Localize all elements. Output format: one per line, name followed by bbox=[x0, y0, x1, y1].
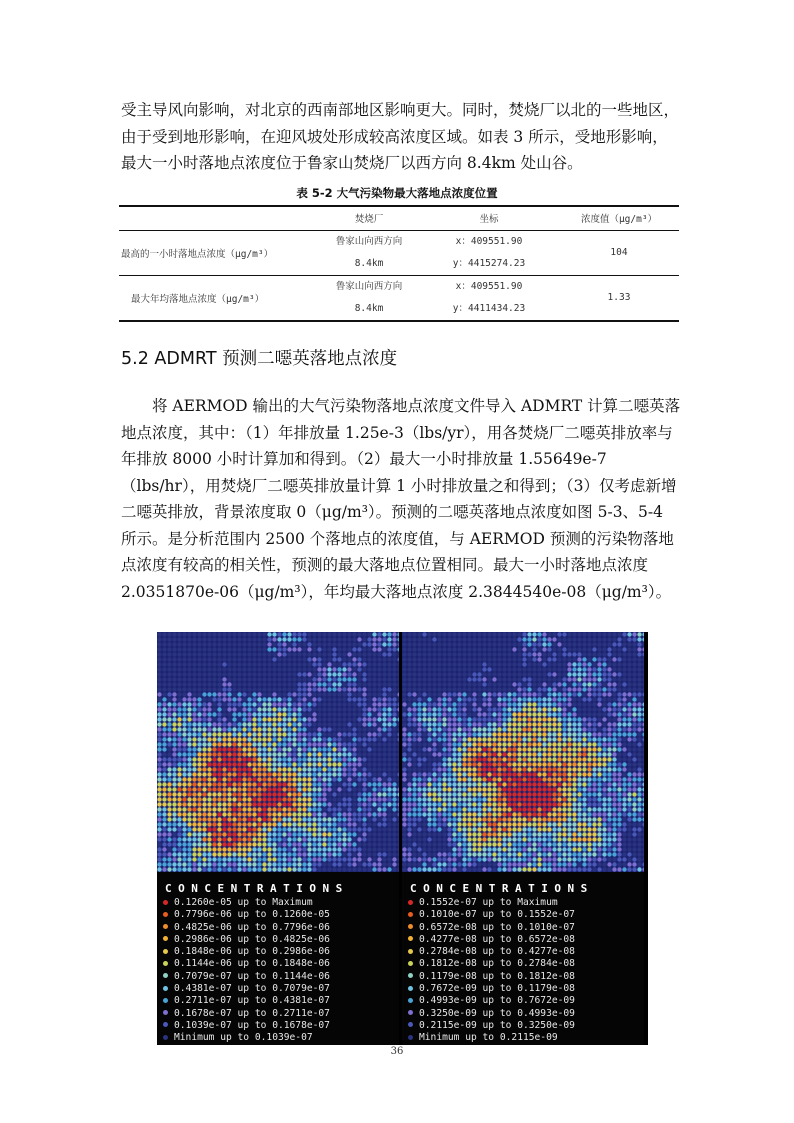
legend-left bbox=[157, 872, 399, 1045]
coord-y: y：4415274.23 bbox=[452, 257, 526, 269]
legend-swatch bbox=[163, 973, 168, 978]
legend-row bbox=[408, 1032, 575, 1044]
row-label: 最大年均落地点浓度（μg/m³） bbox=[131, 293, 265, 305]
legend-rows bbox=[163, 897, 330, 1045]
paragraph-intro: 受主导风向影响，对北京的西南部地区影响更大。同时，焚烧厂以北的一些地区，由于受到地形影响，在迎风坡处形成较高浓度区域。如表 3 所示，受地形影响，最大一小时落地点浓度位于鲁家山焚烧厂以西方向 8.4km 处山谷。 bbox=[121, 101, 680, 172]
plant-line2: 8.4km bbox=[354, 302, 384, 314]
legend-swatch bbox=[408, 936, 413, 941]
legend-swatch bbox=[408, 1010, 413, 1015]
concentration-map-left bbox=[157, 632, 399, 872]
legend-label: 0.6572e-08 up to 0.1010e-07 bbox=[419, 921, 575, 933]
legend-row bbox=[163, 922, 330, 934]
legend-label: 0.1552e-07 up to Maximum bbox=[419, 897, 558, 908]
legend-row bbox=[408, 934, 575, 946]
coord-cell bbox=[419, 230, 559, 275]
legend-label: 0.1260e-05 up to Maximum bbox=[174, 897, 313, 908]
header-coordinates: 坐标 bbox=[479, 214, 499, 226]
table-row bbox=[119, 230, 679, 275]
plant-line2: 8.4km bbox=[354, 257, 384, 269]
legend-label: 0.4381e-07 up to 0.7079e-07 bbox=[174, 983, 330, 995]
table-row bbox=[119, 275, 679, 321]
legend-row bbox=[163, 934, 330, 946]
legend-label: 0.7672e-09 up to 0.1179e-08 bbox=[419, 983, 575, 995]
header-plant: 焚烧厂 bbox=[354, 214, 384, 226]
page-number: 36 bbox=[390, 1046, 404, 1057]
max-concentration-table bbox=[119, 205, 679, 322]
legend-label: 0.1812e-08 up to 0.2784e-08 bbox=[419, 958, 575, 970]
legend-swatch bbox=[408, 949, 413, 954]
legend-row bbox=[163, 958, 330, 970]
legend-swatch bbox=[163, 949, 168, 954]
legend-swatch bbox=[163, 961, 168, 966]
legend-row bbox=[163, 1032, 330, 1044]
table-caption: 表 5-2 大气污染物最大落地点浓度位置 bbox=[296, 186, 498, 200]
legend-label: 0.4825e-06 up to 0.7796e-06 bbox=[174, 921, 330, 933]
legend-row bbox=[163, 946, 330, 958]
plant-cell bbox=[319, 275, 419, 321]
section-heading: 5.2 ADMRT 预测二噁英落地点浓度 bbox=[121, 349, 398, 369]
legend-swatch bbox=[408, 900, 413, 905]
concentration-figure bbox=[157, 632, 648, 1045]
coord-cell bbox=[419, 275, 559, 321]
legend-swatch bbox=[163, 1035, 168, 1040]
legend-label: 0.1010e-07 up to 0.1552e-07 bbox=[419, 909, 575, 921]
legend-label: 0.2711e-07 up to 0.4381e-07 bbox=[174, 995, 330, 1007]
concentration-grid-right bbox=[402, 632, 644, 872]
legend-swatch bbox=[408, 912, 413, 917]
legend-swatch bbox=[408, 924, 413, 929]
legend-label: 0.1144e-06 up to 0.1848e-06 bbox=[174, 958, 330, 970]
legend-label: 0.1848e-06 up to 0.2986e-06 bbox=[174, 946, 330, 958]
legend-row bbox=[408, 909, 575, 921]
plant-cell bbox=[319, 230, 419, 275]
legend-row bbox=[408, 958, 575, 970]
legend-swatch bbox=[163, 900, 168, 905]
legend-swatch bbox=[163, 1010, 168, 1015]
legend-swatch bbox=[408, 998, 413, 1003]
legend-swatch bbox=[163, 936, 168, 941]
legend-swatch bbox=[163, 924, 168, 929]
legend-label: 0.3250e-09 up to 0.4993e-09 bbox=[419, 1007, 575, 1019]
coord-x: x：409551.90 bbox=[455, 280, 523, 292]
legend-row bbox=[163, 1008, 330, 1020]
legend-row bbox=[163, 897, 330, 909]
legend-row bbox=[408, 983, 575, 995]
hourly-concentration-panel bbox=[157, 632, 399, 1045]
legend-title: CONCENTRATIONS bbox=[165, 882, 349, 895]
legend-label: 0.2986e-06 up to 0.4825e-06 bbox=[174, 933, 330, 945]
legend-swatch bbox=[408, 961, 413, 966]
legend-row bbox=[163, 909, 330, 921]
legend-label: 0.2115e-09 up to 0.3250e-09 bbox=[419, 1019, 575, 1031]
value-cell: 104 bbox=[610, 247, 628, 258]
legend-label: 0.7796e-06 up to 0.1260e-05 bbox=[174, 909, 330, 921]
legend-row bbox=[408, 995, 575, 1007]
plant-line1: 鲁家山向西方向 bbox=[335, 235, 403, 247]
paragraph-admrt: 将 AERMOD 输出的大气污染物落地点浓度文件导入 ADMRT 计算二噁英落地点浓度，其中：（1）年排放量 1.25e-3（lbs/yr），用各焚烧厂二噁英排放率与年排放 8000 小时计算加和得到。（2）最大一小时排放量 1.55649e-7（lbs/hr），用焚烧厂二噁英排放量计算 1 小时排放量之和得到；（3）仅考虑新增二噁英排放，背景浓度取 0（μg/m³）。预测的二噁英落地点浓度如图 5-3、5-4 所示。是分析范围内 2500 个落地点的浓度值，与 AERMOD 预测的污染物落地点浓度有较高的相关性，预测的最大落地点位置相同。最大一小时落地点浓度 2.0351870e-06（μg/m³），年均最大落地点浓度 2.3844540e-08（μg/m³）。 bbox=[121, 397, 681, 601]
row-label: 最高的一小时落地点浓度（μg/m³） bbox=[121, 248, 274, 260]
legend-label: 0.1039e-07 up to 0.1678e-07 bbox=[174, 1019, 330, 1031]
legend-label: 0.2784e-08 up to 0.4277e-08 bbox=[419, 946, 575, 958]
table-header-row bbox=[119, 206, 679, 230]
header-concentration: 浓度值（μg/m³） bbox=[580, 214, 658, 226]
legend-label: Minimum up to 0.1039e-07 bbox=[174, 1032, 313, 1044]
coord-y: y：4411434.23 bbox=[452, 302, 526, 314]
concentration-grid-left bbox=[157, 632, 399, 872]
legend-row bbox=[163, 995, 330, 1007]
concentration-map-right bbox=[402, 632, 644, 872]
legend-swatch bbox=[408, 1035, 413, 1040]
value-cell: 1.33 bbox=[607, 292, 631, 303]
legend-label: 0.4277e-08 up to 0.6572e-08 bbox=[419, 933, 575, 945]
legend-row bbox=[408, 1008, 575, 1020]
legend-title: CONCENTRATIONS bbox=[410, 882, 594, 895]
legend-row bbox=[408, 897, 575, 909]
header-blank bbox=[119, 206, 319, 230]
legend-swatch bbox=[163, 986, 168, 991]
legend-row bbox=[408, 946, 575, 958]
legend-label: 0.1678e-07 up to 0.2711e-07 bbox=[174, 1007, 330, 1019]
legend-row bbox=[163, 1020, 330, 1032]
legend-row bbox=[408, 971, 575, 983]
legend-swatch bbox=[163, 1022, 168, 1027]
legend-label: 0.4993e-09 up to 0.7672e-09 bbox=[419, 995, 575, 1007]
plant-line1: 鲁家山向西方向 bbox=[335, 280, 403, 292]
legend-swatch bbox=[408, 973, 413, 978]
legend-row bbox=[163, 983, 330, 995]
legend-row bbox=[408, 1020, 575, 1032]
legend-label: Minimum up to 0.2115e-09 bbox=[419, 1032, 558, 1044]
legend-right bbox=[402, 872, 644, 1045]
legend-swatch bbox=[408, 1022, 413, 1027]
legend-row bbox=[408, 922, 575, 934]
legend-swatch bbox=[163, 998, 168, 1003]
annual-concentration-panel bbox=[402, 632, 644, 1045]
legend-row bbox=[163, 971, 330, 983]
legend-rows bbox=[408, 897, 575, 1045]
legend-swatch bbox=[163, 912, 168, 917]
legend-swatch bbox=[408, 986, 413, 991]
legend-label: 0.1179e-08 up to 0.1812e-08 bbox=[419, 970, 575, 982]
coord-x: x：409551.90 bbox=[455, 235, 523, 247]
legend-label: 0.7079e-07 up to 0.1144e-06 bbox=[174, 970, 330, 982]
